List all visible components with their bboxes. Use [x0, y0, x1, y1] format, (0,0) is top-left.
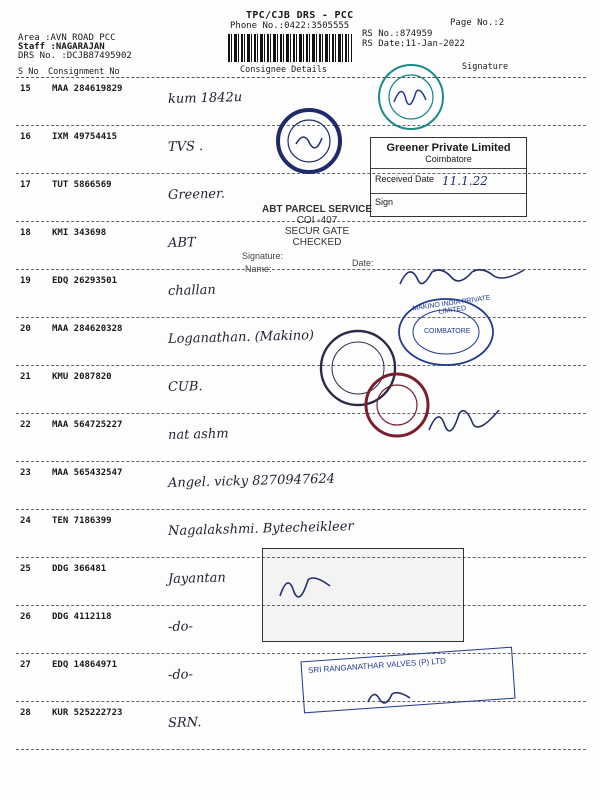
area-label: Area :AVN ROAD PCC — [18, 33, 116, 43]
row-sno: 28 — [20, 708, 31, 718]
row-consignee-handwriting: challan — [167, 282, 217, 299]
abt-signature-label: Signature: — [242, 251, 284, 261]
makino-seal-city: COIMBATORE — [424, 328, 471, 335]
row-consignee-handwriting: -do- — [167, 667, 194, 683]
row-sno: 19 — [20, 276, 31, 286]
abt-stamp-line3: SECUR GATE — [284, 226, 350, 237]
column-sno: S No — [18, 67, 39, 77]
abt-name-label: Name: — [245, 264, 272, 274]
abt-stamp-line1: ABT PARCEL SERVICE — [261, 204, 373, 215]
row-consignment-no: TEN 7186399 — [52, 516, 112, 526]
row-sno: 26 — [20, 612, 31, 622]
table-row — [0, 462, 600, 510]
abt-date-label: Date: — [352, 258, 374, 268]
row-divider — [16, 749, 586, 750]
row-consignment-no: MAA 564725227 — [52, 420, 123, 430]
row-consignment-no: MAA 284620328 — [52, 324, 123, 334]
column-details: Consignee Details — [240, 65, 327, 75]
signature-row28 — [364, 684, 414, 710]
red-seal — [364, 372, 430, 438]
round-seal-navy — [276, 108, 342, 174]
page-number: Page No.:2 — [450, 18, 505, 28]
row-consignment-no: KUR 525222723 — [52, 708, 123, 718]
row-consignee-handwriting: ABT — [167, 235, 196, 251]
rs-date: RS Date:11-Jan-2022 — [362, 39, 465, 49]
drs-number: DRS No. :DCJB87495902 — [18, 51, 132, 61]
round-seal-teal — [376, 62, 446, 132]
greener-received-date: 11.1.22 — [442, 174, 488, 188]
row-consignee-handwriting: Greener. — [167, 186, 226, 203]
row-consignment-no: EDQ 14864971 — [52, 660, 118, 670]
makino-seal-text: MAKINO INDIA PRIVATE LIMITED — [412, 294, 491, 316]
column-signature: Signature — [462, 62, 509, 72]
signature-row26 — [276, 566, 336, 606]
staff-label: Staff :NAGARAJAN — [18, 42, 105, 52]
table-row — [0, 318, 600, 366]
phone-number: Phone No.:0422:3505555 — [230, 21, 350, 31]
row-consignee-handwriting: SRN. — [167, 715, 202, 731]
greener-sign-label: Sign — [375, 197, 394, 207]
row-sno: 16 — [20, 132, 31, 142]
barcode — [228, 34, 352, 62]
row-sno: 21 — [20, 372, 31, 382]
row-sno: 15 — [20, 84, 31, 94]
sriranga-text: SRI RANGANATHAR VALVES (P) LTD — [307, 656, 447, 675]
row-consignee-handwriting: kum 1842u — [167, 90, 243, 107]
row-sno: 23 — [20, 468, 31, 478]
row-sno: 17 — [20, 180, 31, 190]
abt-stamp-line2: COI -407 — [296, 215, 338, 226]
row-consignee-handwriting: Angel. vicky 8270947624 — [167, 471, 336, 491]
table-row — [0, 366, 600, 414]
greener-city: Coimbatore — [425, 154, 472, 164]
row-sno: 18 — [20, 228, 31, 238]
table-row — [0, 702, 600, 750]
row-consignment-no: MAA 565432547 — [52, 468, 123, 478]
row-sno: 27 — [20, 660, 31, 670]
abt-security-stamp — [242, 204, 392, 248]
greener-company-name: Greener Private Limited — [386, 142, 511, 154]
row-consignment-no: DDG 4112118 — [52, 612, 112, 622]
row-consignee-handwriting: Jayantan — [167, 570, 226, 587]
row-consignment-no: IXM 49754415 — [52, 132, 118, 142]
row-consignment-no: KMI 343698 — [52, 228, 107, 238]
rs-number: RS No.:874959 — [362, 29, 433, 39]
row-consignee-handwriting: nat ashm — [167, 426, 229, 443]
row-consignment-no: KMU 2087820 — [52, 372, 112, 382]
row-consignee-handwriting: TVS . — [167, 139, 204, 155]
row-consignment-no: EDQ 26293501 — [52, 276, 118, 286]
row-consignee-handwriting: Loganathan. (Makino) — [167, 328, 315, 347]
row-sno: 24 — [20, 516, 31, 526]
row-sno: 22 — [20, 420, 31, 430]
row-consignment-no: MAA 284619829 — [52, 84, 123, 94]
abt-stamp-line4: CHECKED — [292, 237, 342, 248]
signature-row22 — [425, 400, 505, 440]
row-consignee-handwriting: CUB. — [167, 379, 203, 395]
row-consignment-no: DDG 366481 — [52, 564, 107, 574]
greener-received-stamp — [370, 137, 527, 217]
column-consignment: Consignment No — [48, 67, 120, 77]
row-sno: 25 — [20, 564, 31, 574]
row-consignment-no: TUT 5866569 — [52, 180, 112, 190]
row-consignee-handwriting: -do- — [167, 619, 194, 635]
signature-row19 — [395, 262, 535, 292]
row-sno: 20 — [20, 324, 31, 334]
table-row — [0, 414, 600, 462]
greener-received-label: Received Date — [375, 174, 435, 184]
row-consignee-handwriting: Nagalakshmi. Bytecheikleer — [167, 519, 354, 539]
sheet-title: TPC/CJB DRS - PCC — [246, 10, 354, 21]
